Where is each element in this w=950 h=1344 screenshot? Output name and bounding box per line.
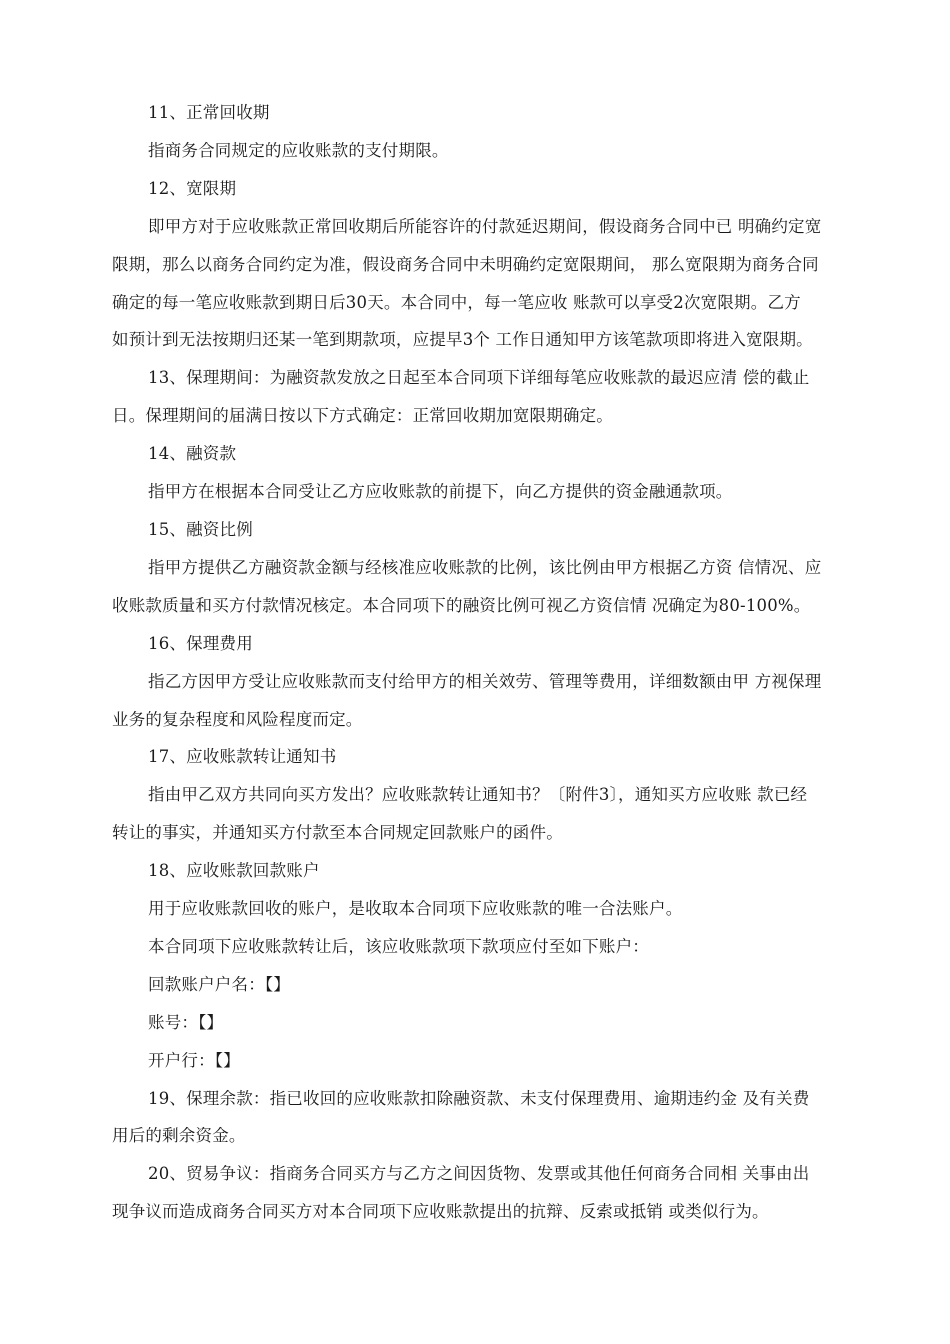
paragraph-line: 日。保理期间的届满日按以下方式确定：正常回收期加宽限期确定。 xyxy=(112,406,613,426)
section-heading-18: 18、应收账款回款账户 xyxy=(148,861,320,881)
paragraph-line: 现争议而造成商务合同买方对本合同项下应收账款提出的抗辩、反索或抵销 或类似行为。 xyxy=(112,1202,769,1222)
section-heading-15: 15、融资比例 xyxy=(148,519,253,539)
paragraph-12 xyxy=(112,208,848,360)
paragraph-line: 转让的事实，并通知买方付款至本合同规定回款账户的函件。 xyxy=(112,823,563,843)
section-heading-16: 16、保理费用 xyxy=(148,633,253,653)
paragraph-17 xyxy=(112,776,848,852)
paragraph-line: 指由甲乙双方共同向买方发出？应收账款转让通知书？〔附件3〕，通知买方应收账 款已经 xyxy=(148,785,808,805)
paragraph-11 xyxy=(112,132,848,170)
paragraph-18-purpose xyxy=(112,890,848,928)
paragraph-line: 业务的复杂程度和风险程度而定。 xyxy=(112,709,363,729)
paragraph-line: 本合同项下应收账款转让后，该应收账款项下款项应付至如下账户： xyxy=(148,936,649,956)
account-name-field xyxy=(112,966,848,1004)
paragraph-line: 指甲方提供乙方融资款金额与经核准应收账款的比例，该比例由甲方根据乙方资 信情况、应 xyxy=(148,557,822,577)
paragraph-line: 开户行：【】 xyxy=(148,1050,240,1070)
paragraph-line: 用后的剩余资金。 xyxy=(112,1126,246,1146)
paragraph-line: 回款账户户名：【】 xyxy=(148,974,291,994)
paragraph-line: 指乙方因甲方受让应收账款而支付给甲方的相关效劳、管理等费用，详细数额由甲 方视保理 xyxy=(148,671,822,691)
paragraph-14 xyxy=(112,473,848,511)
paragraph-line: 即甲方对于应收账款正常回收期后所能容许的付款延迟期间，假设商务合同中已 明确约定宽 xyxy=(148,216,822,236)
paragraph-19 xyxy=(112,1080,848,1156)
paragraph-line: 确定的每一笔应收账款到期日后30天。本合同中，每一笔应收 账款可以享受2次宽限期。乙方 xyxy=(112,292,801,312)
paragraph-line: 指商务合同规定的应收账款的支付期限。 xyxy=(148,140,449,160)
paragraph-line: 用于应收账款回收的账户，是收取本合同项下应收账款的唯一合法账户。 xyxy=(148,899,683,919)
section-heading-11: 11、正常回收期 xyxy=(148,103,270,122)
paragraph-line: 19、保理余款：指已收回的应收账款扣除融资款、未支付保理费用、逾期违约金 及有关费 xyxy=(148,1088,810,1108)
section-heading-12: 12、宽限期 xyxy=(148,178,237,198)
account-number-field xyxy=(112,1004,848,1042)
paragraph-18-transfer xyxy=(112,928,848,966)
paragraph-16 xyxy=(112,663,848,739)
paragraph-line: 指甲方在根据本合同受让乙方应收账款的前提下，向乙方提供的资金融通款项。 xyxy=(148,482,733,502)
paragraph-line: 限期，那么以商务合同约定为准，假设商务合同中未明确约定宽限期间， 那么宽限期为商务合同 xyxy=(112,254,819,274)
bank-field xyxy=(112,1042,848,1080)
section-heading-17: 17、应收账款转让通知书 xyxy=(148,747,337,767)
paragraph-line: 如预计到无法按期归还某一笔到期款项，应提早3个 工作日通知甲方该笔款项即将进入宽限期。 xyxy=(112,330,813,350)
paragraph-13 xyxy=(112,359,848,435)
document-page xyxy=(112,94,848,1231)
paragraph-line: 收账款质量和买方付款情况核定。本合同项下的融资比例可视乙方资信情 况确定为80-100%。 xyxy=(112,595,811,615)
paragraph-line: 20、贸易争议：指商务合同买方与乙方之间因货物、发票或其他任何商务合同相 关事由出 xyxy=(148,1164,810,1184)
paragraph-15 xyxy=(112,549,848,625)
paragraph-line: 账号：【】 xyxy=(148,1012,224,1032)
paragraph-20 xyxy=(112,1155,848,1231)
paragraph-line: 13、保理期间：为融资款发放之日起至本合同项下详细每笔应收账款的最迟应清 偿的截止 xyxy=(148,368,810,388)
section-heading-14: 14、融资款 xyxy=(148,444,237,464)
